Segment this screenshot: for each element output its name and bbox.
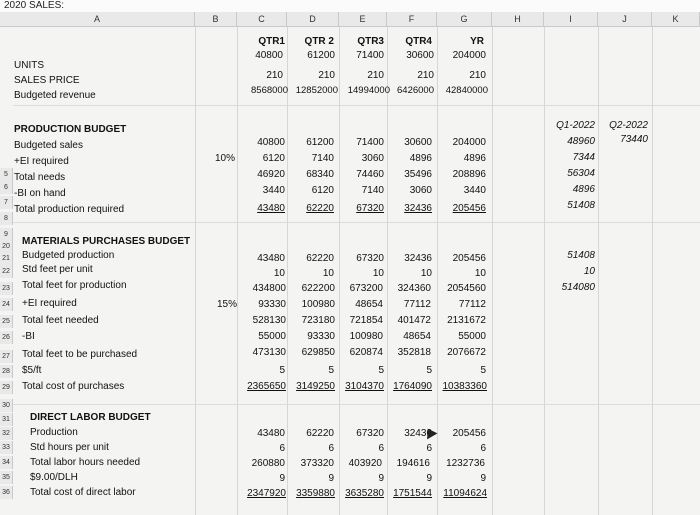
cell[interactable]: 473130 bbox=[252, 347, 286, 358]
cell[interactable]: 7140 bbox=[311, 153, 334, 164]
cell[interactable]: 48960 bbox=[567, 136, 595, 147]
cell[interactable]: 14994000 bbox=[347, 85, 390, 96]
materials-label: Std feet per unit bbox=[22, 264, 93, 275]
row-number[interactable]: 6 bbox=[0, 181, 13, 194]
cell[interactable]: 3635280 bbox=[345, 488, 384, 499]
materials-label: $5/ft bbox=[22, 365, 42, 376]
cell[interactable]: 55000 bbox=[458, 331, 486, 342]
cell[interactable]: 204000 bbox=[452, 137, 486, 148]
cell[interactable]: 3060 bbox=[361, 153, 384, 164]
production-label: Budgeted sales bbox=[14, 140, 83, 151]
materials-label: Total feet to be purchased bbox=[22, 349, 138, 360]
units-label: UNITS bbox=[14, 60, 44, 71]
cell[interactable]: 210 bbox=[469, 70, 486, 81]
column-header-b[interactable]: B bbox=[195, 12, 237, 27]
cell[interactable]: 210 bbox=[318, 70, 335, 81]
cell[interactable]: 434800 bbox=[252, 283, 286, 294]
cell[interactable]: 403920 bbox=[348, 458, 382, 469]
materials-label: Total feet for production bbox=[22, 280, 127, 291]
cell[interactable]: 9 bbox=[328, 473, 334, 484]
row-number[interactable]: 24 bbox=[0, 298, 13, 311]
cell[interactable]: 3440 bbox=[262, 185, 285, 196]
cell[interactable]: 61200 bbox=[307, 50, 335, 61]
cell[interactable]: 3149250 bbox=[296, 381, 335, 392]
grid-line bbox=[652, 27, 653, 515]
cell[interactable]: 30600 bbox=[404, 137, 432, 148]
cell[interactable]: 1751544 bbox=[393, 488, 432, 499]
row-number[interactable]: 33 bbox=[0, 441, 13, 454]
row-number[interactable]: 28 bbox=[0, 365, 13, 378]
column-header-k[interactable]: K bbox=[652, 12, 700, 27]
cell[interactable]: 62220 bbox=[306, 253, 334, 264]
row-number[interactable]: 22 bbox=[0, 265, 13, 278]
row-number[interactable]: 31 bbox=[0, 413, 13, 426]
cell[interactable]: 32436 bbox=[404, 203, 432, 214]
cell[interactable]: 10 bbox=[322, 268, 334, 279]
header-q1-2022: Q1-2022 bbox=[556, 120, 595, 131]
cell[interactable]: 673200 bbox=[349, 283, 383, 294]
grid-line bbox=[492, 27, 493, 515]
grid-line bbox=[13, 222, 700, 223]
cell[interactable]: 9 bbox=[426, 473, 432, 484]
cell[interactable]: 32436 bbox=[404, 428, 432, 439]
cell[interactable]: 208896 bbox=[452, 169, 486, 180]
grid-line bbox=[13, 404, 700, 405]
cell[interactable]: 48654 bbox=[403, 331, 431, 342]
cell[interactable]: 1764090 bbox=[393, 381, 432, 392]
cell[interactable]: 6120 bbox=[262, 153, 285, 164]
materials-label: Total cost of purchases bbox=[22, 381, 125, 392]
cell[interactable]: 61200 bbox=[306, 137, 334, 148]
cell[interactable]: 10 bbox=[474, 268, 486, 279]
grid-line bbox=[13, 105, 700, 106]
cell[interactable]: 10 bbox=[420, 268, 432, 279]
cell[interactable]: 373320 bbox=[300, 458, 334, 469]
row-number[interactable]: 20 bbox=[0, 240, 13, 253]
cell[interactable]: 40800 bbox=[257, 137, 285, 148]
materials-ei-percent[interactable]: 15% bbox=[216, 299, 237, 310]
cell[interactable]: 43480 bbox=[257, 253, 285, 264]
cell[interactable]: 629850 bbox=[301, 347, 335, 358]
row-number[interactable]: 35 bbox=[0, 471, 13, 484]
production-label: -BI on hand bbox=[14, 188, 66, 199]
cell[interactable]: 93330 bbox=[258, 299, 286, 310]
column-header-g[interactable]: G bbox=[437, 12, 492, 27]
column-header-e[interactable]: E bbox=[339, 12, 387, 27]
cell[interactable]: 46920 bbox=[257, 169, 285, 180]
cell[interactable]: 71400 bbox=[356, 50, 384, 61]
cell[interactable]: 3060 bbox=[409, 185, 432, 196]
row-number[interactable]: 23 bbox=[0, 282, 13, 295]
column-header-d[interactable]: D bbox=[287, 12, 339, 27]
cell[interactable]: 55000 bbox=[258, 331, 286, 342]
cell[interactable]: 10 bbox=[583, 266, 595, 277]
cell[interactable]: 6 bbox=[279, 443, 285, 454]
cell[interactable]: 210 bbox=[266, 70, 283, 81]
cell[interactable]: 2347920 bbox=[247, 488, 286, 499]
cell[interactable]: 7140 bbox=[361, 185, 384, 196]
header-qtr3: QTR3 bbox=[357, 36, 384, 47]
cell[interactable]: 2131672 bbox=[447, 315, 486, 326]
cell[interactable]: 6120 bbox=[311, 185, 334, 196]
production-label: Total needs bbox=[14, 172, 66, 183]
header-qtr2: QTR 2 bbox=[304, 36, 334, 47]
cell[interactable]: 205456 bbox=[452, 203, 486, 214]
materials-label: Budgeted production bbox=[22, 250, 115, 261]
cell[interactable]: 194616 bbox=[396, 458, 430, 469]
cell[interactable]: 260880 bbox=[251, 458, 285, 469]
cell[interactable]: 1232736 bbox=[446, 458, 485, 469]
cell[interactable]: 71400 bbox=[356, 137, 384, 148]
column-header-h[interactable]: H bbox=[492, 12, 544, 27]
cell[interactable]: 9 bbox=[279, 473, 285, 484]
cell[interactable]: 100980 bbox=[349, 331, 383, 342]
sheet-title: 2020 SALES: bbox=[4, 0, 65, 11]
header-year: YR bbox=[470, 36, 484, 47]
cell[interactable]: 51408 bbox=[567, 250, 595, 261]
cell[interactable]: 5 bbox=[378, 365, 384, 376]
header-qtr1: QTR1 bbox=[258, 36, 285, 47]
materials-label: -BI bbox=[22, 331, 35, 342]
cell[interactable]: 401472 bbox=[397, 315, 431, 326]
cell[interactable]: 5 bbox=[328, 365, 334, 376]
cell[interactable]: 622200 bbox=[301, 283, 335, 294]
cell[interactable]: 68340 bbox=[306, 169, 334, 180]
cell[interactable]: 100980 bbox=[301, 299, 335, 310]
materials-budget-title: MATERIALS PURCHASES BUDGET bbox=[22, 236, 191, 247]
production-label: Total production required bbox=[14, 204, 125, 215]
labor-label: Std hours per unit bbox=[30, 442, 109, 453]
row-number[interactable]: 32 bbox=[0, 427, 13, 440]
cell[interactable]: 10 bbox=[273, 268, 285, 279]
grid-line bbox=[544, 27, 545, 515]
cell[interactable]: 9 bbox=[480, 473, 486, 484]
header-qtr4: QTR4 bbox=[405, 36, 432, 47]
cell[interactable]: 3104370 bbox=[345, 381, 384, 392]
labor-label: $9.00/DLH bbox=[30, 472, 78, 483]
row-number[interactable]: 36 bbox=[0, 486, 13, 499]
row-number[interactable]: 5 bbox=[0, 168, 13, 181]
row-number[interactable]: 7 bbox=[0, 196, 13, 209]
labor-budget-title: DIRECT LABOR BUDGET bbox=[30, 412, 151, 423]
cell[interactable]: 62220 bbox=[306, 428, 334, 439]
cell[interactable]: 4896 bbox=[572, 184, 595, 195]
cell[interactable]: 205456 bbox=[452, 428, 486, 439]
column-header-c[interactable]: C bbox=[237, 12, 287, 27]
cell[interactable]: 4896 bbox=[463, 153, 486, 164]
cell[interactable]: 3440 bbox=[463, 185, 486, 196]
cell[interactable]: 6 bbox=[328, 443, 334, 454]
row-number[interactable]: 8 bbox=[0, 212, 13, 225]
cell[interactable]: 6 bbox=[426, 443, 432, 454]
cell[interactable]: 7344 bbox=[572, 152, 595, 163]
grid-line bbox=[598, 27, 599, 515]
cell[interactable]: 2054560 bbox=[447, 283, 486, 294]
cell[interactable]: 74460 bbox=[356, 169, 384, 180]
row-number[interactable]: 30 bbox=[0, 399, 13, 412]
row-number[interactable]: 21 bbox=[0, 252, 13, 265]
cell[interactable]: 6426000 bbox=[397, 85, 434, 96]
sales-price-label: SALES PRICE bbox=[14, 75, 80, 86]
cell[interactable]: 32436 bbox=[404, 253, 432, 264]
cell[interactable]: 67320 bbox=[356, 253, 384, 264]
cell[interactable]: 43480 bbox=[257, 428, 285, 439]
cell[interactable]: 77112 bbox=[458, 299, 486, 310]
cell[interactable]: 5 bbox=[480, 365, 486, 376]
cell[interactable]: 721854 bbox=[349, 315, 383, 326]
cell[interactable]: 204000 bbox=[452, 50, 486, 61]
cell[interactable]: 4896 bbox=[409, 153, 432, 164]
production-ei-percent[interactable]: 10% bbox=[214, 153, 235, 164]
cell[interactable]: 56304 bbox=[567, 168, 595, 179]
cell[interactable]: 6 bbox=[378, 443, 384, 454]
grid-line bbox=[237, 27, 238, 515]
cell[interactable]: 62220 bbox=[306, 203, 334, 214]
column-header-j[interactable]: J bbox=[598, 12, 652, 27]
cell[interactable]: 35496 bbox=[404, 169, 432, 180]
cell[interactable]: 514080 bbox=[561, 282, 595, 293]
cell[interactable]: 9 bbox=[378, 473, 384, 484]
grid-line bbox=[195, 27, 196, 515]
materials-label: +EI required bbox=[22, 298, 77, 309]
row-number[interactable]: 9 bbox=[0, 228, 13, 241]
row-number[interactable]: 26 bbox=[0, 331, 13, 344]
cell[interactable]: 5 bbox=[279, 365, 285, 376]
cell[interactable]: 3359880 bbox=[296, 488, 335, 499]
cell[interactable]: 12852000 bbox=[295, 85, 338, 96]
production-label: +EI required bbox=[14, 156, 69, 167]
column-header-f[interactable]: F bbox=[387, 12, 437, 27]
cell[interactable]: 723180 bbox=[301, 315, 335, 326]
column-header-i[interactable]: I bbox=[544, 12, 598, 27]
cell[interactable]: 10383360 bbox=[442, 381, 487, 392]
cell[interactable]: 2076672 bbox=[447, 347, 486, 358]
labor-label: Total labor hours needed bbox=[30, 457, 141, 468]
cell[interactable]: 93330 bbox=[307, 331, 335, 342]
budgeted-revenue-label: Budgeted revenue bbox=[14, 90, 96, 101]
cell[interactable]: 210 bbox=[417, 70, 434, 81]
row-number[interactable]: 34 bbox=[0, 456, 13, 469]
cell[interactable]: 30600 bbox=[406, 50, 434, 61]
cell[interactable]: 10 bbox=[372, 268, 384, 279]
cell[interactable]: 528130 bbox=[252, 315, 286, 326]
cell[interactable]: 48654 bbox=[355, 299, 383, 310]
cell[interactable]: 67320 bbox=[356, 428, 384, 439]
cell[interactable]: 324360 bbox=[397, 283, 431, 294]
cell[interactable]: 43480 bbox=[257, 203, 285, 214]
labor-label: Production bbox=[30, 427, 78, 438]
cell[interactable]: 67320 bbox=[356, 203, 384, 214]
header-q2-2022: Q2-2022 bbox=[609, 120, 648, 131]
production-budget-title: PRODUCTION BUDGET bbox=[14, 124, 127, 135]
materials-label: Total feet needed bbox=[22, 315, 99, 326]
cell[interactable]: 5 bbox=[426, 365, 432, 376]
cell[interactable]: 42840000 bbox=[445, 85, 488, 96]
cell[interactable]: 51408 bbox=[567, 200, 595, 211]
row-number[interactable]: 29 bbox=[0, 381, 13, 394]
cell[interactable]: 11094624 bbox=[443, 488, 487, 499]
cell[interactable]: 40800 bbox=[255, 50, 283, 61]
cell[interactable]: 73440 bbox=[620, 134, 648, 145]
cell[interactable]: 620874 bbox=[349, 347, 383, 358]
cell[interactable]: 352818 bbox=[397, 347, 431, 358]
cell[interactable]: 8568000 bbox=[251, 85, 288, 96]
column-header-a[interactable]: A bbox=[0, 12, 195, 27]
labor-label: Total cost of direct labor bbox=[30, 487, 136, 498]
row-number[interactable]: 27 bbox=[0, 350, 13, 363]
row-number[interactable]: 25 bbox=[0, 315, 13, 328]
cell[interactable]: 6 bbox=[480, 443, 486, 454]
cell[interactable]: 205456 bbox=[452, 253, 486, 264]
cell[interactable]: 210 bbox=[367, 70, 384, 81]
cell[interactable]: 2365650 bbox=[247, 381, 286, 392]
cell[interactable]: 77112 bbox=[403, 299, 431, 310]
